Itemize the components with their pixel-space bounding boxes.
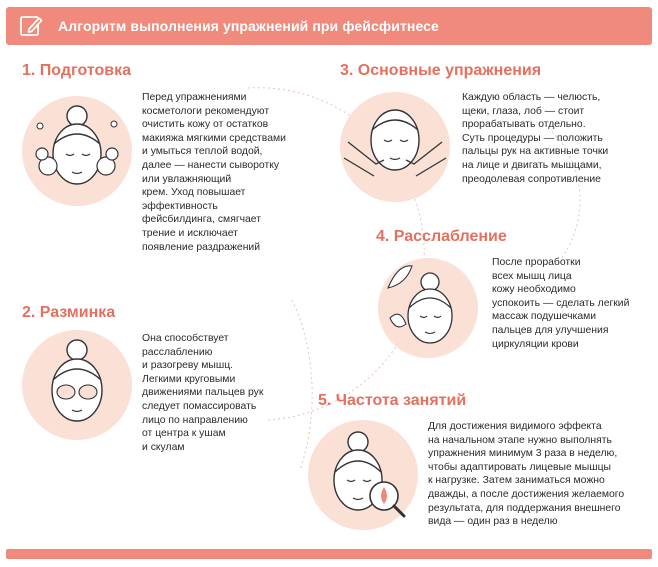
section-2-title: 2. Разминка [22, 304, 116, 321]
section-5-title: 5. Частота занятий [318, 392, 467, 409]
section-1-illustration [22, 96, 132, 206]
section-3-illustration [340, 92, 450, 202]
section-4-illustration [378, 258, 478, 358]
section-4-text: После проработки всех мышц лица кожу необходимо успокоить — сделать легкий массаж подушечками пальцев для улучшения циркуляции крови [492, 257, 630, 350]
section-5-illustration [308, 420, 418, 530]
face-cleansing-icon [22, 96, 132, 206]
header-bar [6, 7, 652, 45]
footer-bar [6, 549, 652, 559]
face-patches-icon [22, 330, 132, 440]
section-5-text: Для достижения видимого эффекта на начальном этапе нужно выполнять упражнения минимум 3 раза в неделю, чтобы адаптировать лицевые мышцы к нагрузке. Затем заниматься можно дважды, а после достижения желаемого результата, для поддержания внешнего вида — один раз в неделю [428, 421, 625, 528]
face-hands-icon [340, 92, 450, 202]
face-feather-icon [378, 258, 478, 358]
section-1-title: 1. Подготовка [22, 62, 131, 79]
edit-icon [18, 13, 44, 39]
section-4-title: 4. Расслабление [376, 228, 507, 245]
section-2-text: Она способствует расслаблению и разогреву мышц. Легкими круговыми движениями пальцев рук следует помассировать лицо по направлению от центра к ушам и скулам [142, 333, 264, 453]
face-magnifier-icon [308, 420, 418, 530]
page-title: Алгоритм выполнения упражнений при фейсфитнесе [58, 18, 439, 34]
section-3-title: 3. Основные упражнения [340, 62, 542, 79]
section-2-illustration [22, 330, 132, 440]
section-3-text: Каждую область — челюсть, щеки, глаза, лоб — стоит прорабатывать отдельно. Суть процедуры — положить пальцы рук на активные точки на лице и двигать мышцами, преодолевая сопротивление [462, 92, 609, 185]
section-1-text: Перед упражнениями косметологи рекомендуют очистить кожу от остатков макияжа мягкими средствами и умыться теплой водой, далее — нанести сыворотку или увлажняющий крем. Уход повышает эффективность фейсбилдинга, смягчает трение и исключает появление раздражений [142, 92, 286, 253]
